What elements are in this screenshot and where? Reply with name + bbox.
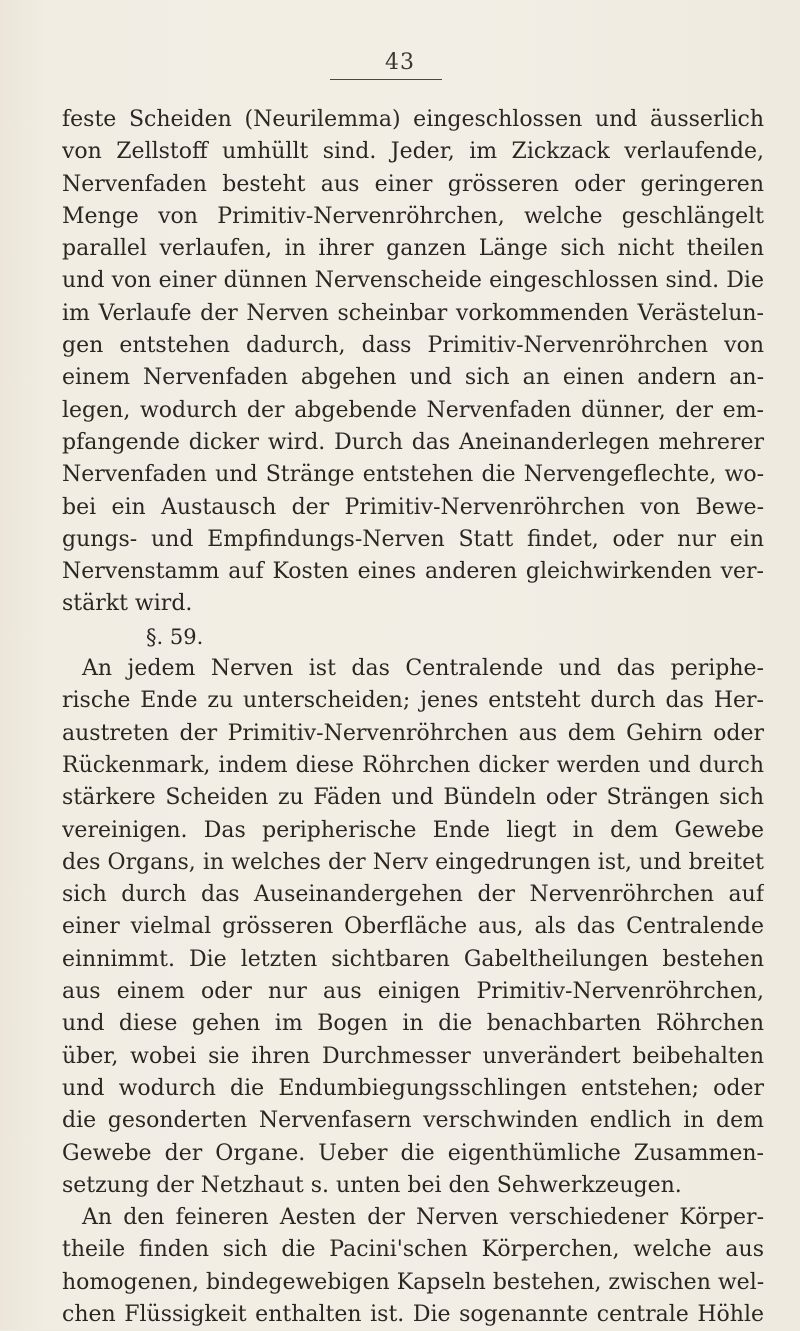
text-line: feste Scheiden (Neurilemma) eingeschlossen und äusserlich [62,107,764,132]
text-line: Nervenfaden besteht aus einer grösseren oder geringeren [62,171,764,197]
text-line: bei ein Austausch der Primitiv-Nervenröhrchen von Bewe- [62,494,764,520]
text-line: Nervenfaden und Stränge entstehen die Nervengeflechte, wo- [62,462,764,488]
section-heading: §. 59. [146,624,204,649]
text-line: die gesonderten Nervenfasern verschwinden endlich in dem [62,1108,764,1134]
text-line: von Zellstoff umhüllt sind. Jeder, im Zickzack verlaufende, [62,139,764,165]
text-line: homogenen, bindegewebigen Kapseln bestehen, zwischen wel- [62,1269,764,1295]
text-line: setzung der Netzhaut s. unten bei den Sehwerkzeugen. [62,1172,682,1198]
text-line: Gewebe der Organe. Ueber die eigenthümliche Zusammen- [62,1140,764,1166]
header-rule [330,79,442,80]
text-line: Menge von Primitiv-Nervenröhrchen, welche geschlängelt [62,203,764,229]
text-line: aus einem oder nur aus einigen Primitiv-Nervenröhrchen, [62,979,764,1005]
body-text [62,104,764,1331]
text-line: An den feineren Aesten der Nerven verschiedener Körper- [82,1205,764,1231]
text-line: einer vielmal grösseren Oberfläche aus, als das Centralende [62,914,764,940]
text-line: des Organs, in welches der Nerv eingedrungen ist, und breitet [62,849,764,875]
text-line: theile finden sich die Pacini'schen Körperchen, welche aus [62,1237,764,1263]
paragraph-3 [62,1202,764,1331]
paragraph-2 [62,653,764,1202]
text-line: vereinigen. Das peripherische Ende liegt in dem Gewebe [62,817,764,843]
text-line: parallel verlaufen, in ihrer ganzen Länge sich nicht theilen [62,236,764,262]
text-line: An jedem Nerven ist das Centralende und das periphe- [82,656,764,682]
text-line: pfangende dicker wird. Durch das Aneinanderlegen mehrerer [62,429,764,455]
paragraph-1 [62,104,764,621]
text-line: einnimmt. Die letzten sichtbaren Gabeltheilungen bestehen [62,946,764,972]
text-line: einem Nervenfaden abgehen und sich an einen andern an- [62,365,764,391]
text-line: legen, wodurch der abgebende Nervenfaden dünner, der em- [62,397,764,423]
text-line: und diese gehen im Bogen in die benachbarten Röhrchen [62,1011,764,1037]
text-line: und wodurch die Endumbiegungsschlingen entstehen; oder [62,1075,764,1101]
text-line: austreten der Primitiv-Nervenröhrchen aus dem Gehirn oder [62,720,764,746]
text-line: stärkt wird. [62,591,193,617]
text-line: im Verlaufe der Nerven scheinbar vorkommenden Verästelun- [62,300,764,326]
text-line: gungs- und Empfindungs-Nerven Statt findet, oder nur ein [62,526,764,552]
text-line: Rückenmark, indem diese Röhrchen dicker werden und durch [62,752,764,778]
text-line: rische Ende zu unterscheiden; jenes entsteht durch das Her- [62,688,764,714]
text-line: stärkere Scheiden zu Fäden und Bündeln oder Strängen sich [62,785,764,811]
text-line: und von einer dünnen Nervenscheide eingeschlossen sind. Die [62,268,764,294]
text-line: über, wobei sie ihren Durchmesser unverändert beibehalten [62,1043,764,1069]
text-line: Nervenstamm auf Kosten eines anderen gleichwirkenden ver- [62,559,764,585]
text-line: chen Flüssigkeit enthalten ist. Die sogenannte centrale Höhle [62,1301,764,1327]
page-number: 43 [385,50,415,75]
text-line: sich durch das Auseinandergehen der Nervenröhrchen auf [62,882,764,908]
text-line: gen entstehen dadurch, dass Primitiv-Nervenröhrchen von [62,333,764,359]
